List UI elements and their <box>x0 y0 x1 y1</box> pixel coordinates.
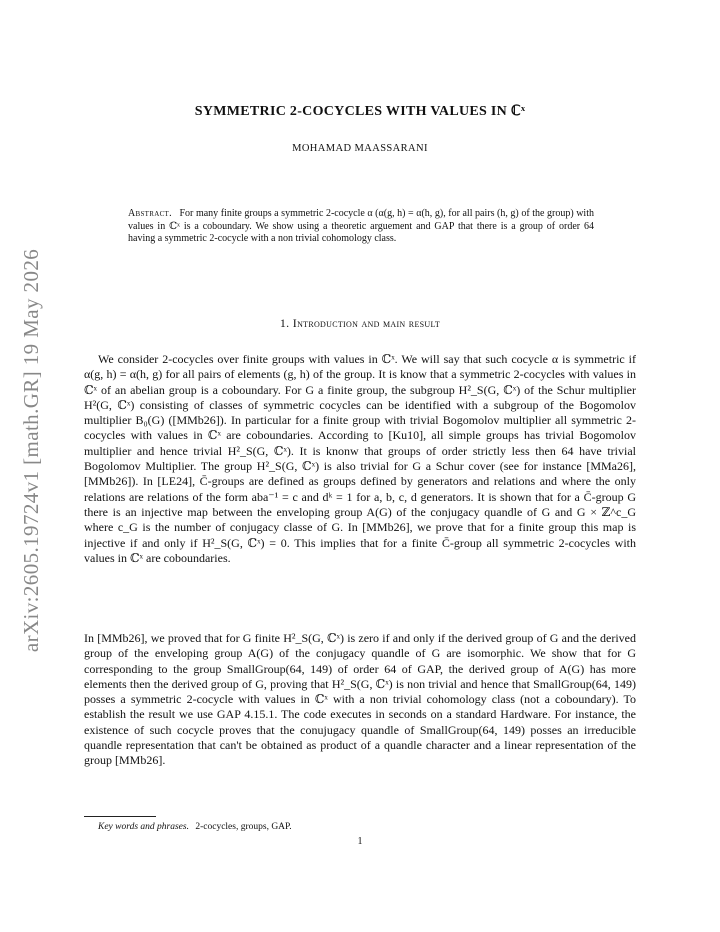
section-heading: 1. Introduction and main result <box>279 316 441 330</box>
intro-paragraph-2: In [MMb26], we proved that for G finite H²_S(G, ℂˣ) is zero if and only if the derived group of G and the derived group of the enveloping group A(G) of the conjugacy quandle of G are isomorphic. We show that for G corresponding to the group SmallGroup(64, 149) of order 64 of GAP, the derived group of A(G) has more elements then the derived group of G, proving that H²_S(G, ℂˣ) is non trivial and hence that SmallGroup(64, 149) posses a symmetric 2-cocycle with values in ℂˣ with a non trivial cohomology class (not a coboundary). To establish the result we use GAP 4.15.1. The code executes in seconds on a standard Hardware. For instance, the existence of such cocycle proves that the conujugacy quandle of SmallGroup(64, 149) posses an irreducible quandle representation that can't be obtained as product of a quandle character and a linear representation of the group [MMb26]. <box>84 631 636 768</box>
abstract-block <box>128 208 594 246</box>
abstract-text: For many finite groups a symmetric 2-cocycle α (α(g, h) = α(h, g), for all pairs (h, g) of the group) with values in ℂˣ is a coboundary. We show using a theoretic arguement and GAP that there is a group of order 64 having a symmetric 2-cocycle with a non trivial cohomology class. <box>128 208 594 244</box>
footnote-label: Key words and phrases. <box>98 822 189 832</box>
footnote <box>98 822 292 832</box>
arxiv-identifier <box>12 240 52 660</box>
footnote-divider <box>84 816 156 817</box>
paper-title: SYMMETRIC 2-COCYCLES WITH VALUES IN ℂˣ <box>194 104 526 119</box>
page-number: 1 <box>357 836 363 847</box>
arxiv-identifier-text: arXiv:2605.19724v1 [math.GR] 19 May 2026 <box>19 248 44 652</box>
abstract-label: Abstract. <box>128 208 172 219</box>
paper-author: MOHAMAD MAASSARANI <box>292 143 428 154</box>
intro-paragraph-1: We consider 2-cocycles over finite groups with values in ℂˣ. We will say that such cocycle α is symmetric if α(g, h) = α(h, g) for all pairs of elements (g, h) of the group. It is know that a symmetric 2-cocycles with values in ℂˣ of an abelian group is a coboundary. For G a finite group, the subgroup H²_S(G, ℂˣ) of the Schur multiplier H²(G, ℂˣ) consisting of classes of symmetric cocycles can be identified with a subgroup of the Bogomolov multiplier B₀(G) ([MMb26]). In particular for a finite group with trivial Bogomolov multiplier all symmetric 2-cocycles with values in ℂˣ are coboundaries. According to [Ku10], all simple groups has trivial Bogomolov multiplier and hence trivial H²_S(G, ℂˣ). It is knonw that groups of order strictly less then 64 have trivial Bogolomov Multiplier. The group H²_S(G, ℂˣ) is also trivial for G a Schur cover (see for instance [MMa26],[MMb26]). In [LE24], C̄-groups are defined as groups defined by generators and relations and where the only relations are relations of the form aba⁻¹ = c and dᵏ = 1 for a, b, c, d generators. It is shown that for a C̄-group G there is an injective map between the enveloping group A(G) of the conjugacy quandle of G and G × ℤ^c_G where c_G is the number of conjugacy classe of G. In [MMb26], we prove that for a finite group this map is injective if and only if H²_S(G, ℂˣ) = 0. This implies that for a finite C̄-group all symmetric 2-cocycles with values in ℂˣ are coboundaries. <box>84 352 636 565</box>
footnote-text: 2-cocycles, groups, GAP. <box>195 822 292 832</box>
